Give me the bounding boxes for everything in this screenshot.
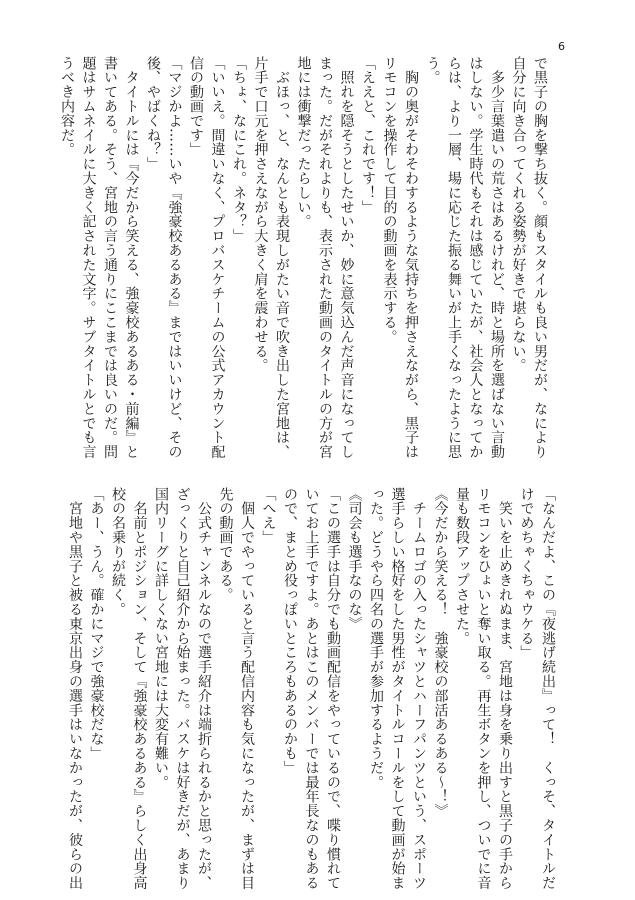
text-line: 「なんだよ、この『夜逃げ続出』って！ くっそ、タイトルだ [540,487,556,891]
page-number: 6 [558,40,565,53]
text-line: 書いてある。そう、宮地の言う通りにここまでは良いのだ。問 [102,56,118,460]
text-line: 量も数段アップさせた。 [454,487,470,646]
text-line: 「あー、うん。確かにマジで強豪校だな」 [88,487,105,761]
text-line: ざっくりと自己紹介から始まった。バスケは好きだが、あまり [174,487,191,891]
lower-text-block [67,487,558,891]
text-line: 先の動画である。 [217,487,234,603]
text-line: 宮地や黒子と被る東京出身の選手はいなかったが、彼らの出 [67,487,83,891]
text-line: った。どうやら四名の選手が参加するようだ。 [368,487,384,790]
text-line: 「ちょ、なにこれ。ネタ？」 [231,56,247,244]
text-line: 「ええと、これです！」 [360,56,376,215]
text-line: 《司会も選手なのな》 [346,487,363,631]
text-line: 「マジかよ……いや『強豪校あるある』まではいいけど、その [166,56,183,460]
text-line: リモコンを操作して目的の動画を表示する。 [381,56,398,344]
text-line: ので、まとめ役っぽいところもあるのかも」 [282,487,298,775]
text-line: 片手で口元を押さえながら大きく肩を震わせる。 [252,56,269,373]
text-line: 個人でやっていると言う配信内容も気になったが、まずは目 [239,487,255,891]
text-line: うべき内容だ。 [59,56,75,157]
text-line: はしない。学生時代もそれは感じていたが、社会人となってか [467,56,484,460]
text-line: リモコンをひょいと奪い取る。再生ボタンを押し、ついでに音 [475,487,492,891]
text-line: 胸の奥がそわそわするような気持ちを押さえながら、黒子は [403,56,419,460]
text-line: 自分に向き合ってくれる姿勢が好きで堪らない。 [510,56,527,373]
text-line: らは、より一層、場に応じた振る舞いが上手くなったように思 [446,56,462,460]
text-line: 信の動画です」 [188,56,204,157]
text-line: 校の名乗りが続く。 [110,487,126,617]
text-line: 「いいえ。間違いなく、プロバスケチームの公式アカウント配 [209,56,226,460]
text-line: で黒子の胸を撃ち抜く。顔もスタイルも良い男だが、なにより [532,56,548,460]
text-line: けでめちゃくちゃウケる」 [518,487,535,660]
text-line: タイトルには『今だから笑える、強豪校あるある・前編』と [123,56,140,460]
text-line: 地には衝撃だったらしい。 [295,56,312,229]
text-line: 国内リーグに詳しくない宮地には大変有難い。 [153,487,169,790]
text-line: 笑いを止めきれぬまま、宮地は身を乗り出すと黒子の手から [497,487,513,891]
text-line: 「この選手は自分でも動画配信をやっているので、喋り慣れて [325,487,341,891]
text-line: 選手らしい格好をした男性がタイトルコールをして動画が始ま [389,487,406,891]
text-line: 題はサムネイルに大きく記された文字。サブタイトルとでも言 [80,56,97,460]
text-line: う。 [424,56,441,85]
text-line: いてお上手ですよ。あとはこのメンバーでは最年長なのもある [303,487,320,891]
text-line: 「へえ」 [260,487,277,545]
text-line: 照れを隠そうとしたせいか、妙に意気込んだ声音になってし [338,56,355,460]
text-line: 後、やばくね？」 [145,56,161,172]
upper-text-block [59,56,550,460]
text-line: 名前とポジション、そして『強豪校あるある』らしく出身高 [131,487,148,891]
text-line: 《今だから笑える！ 強豪校の部活あるある〜！》 [432,487,449,819]
text-line: 多少言葉遣いの荒さはあるけれど、時と場所を選ばない言動 [489,56,505,460]
text-line: まった。だがそれよりも、表示された動画のタイトルの方が宮 [317,56,333,460]
text-line: チームロゴの入ったシャツとハーフパンツという、スポーツ [411,487,427,891]
text-line: ぶほっ、と、なんとも表現しがたい音で吹き出した宮地は、 [274,56,290,460]
text-line: 公式チャンネルなので選手紹介は端折られるかと思ったが、 [196,487,212,891]
